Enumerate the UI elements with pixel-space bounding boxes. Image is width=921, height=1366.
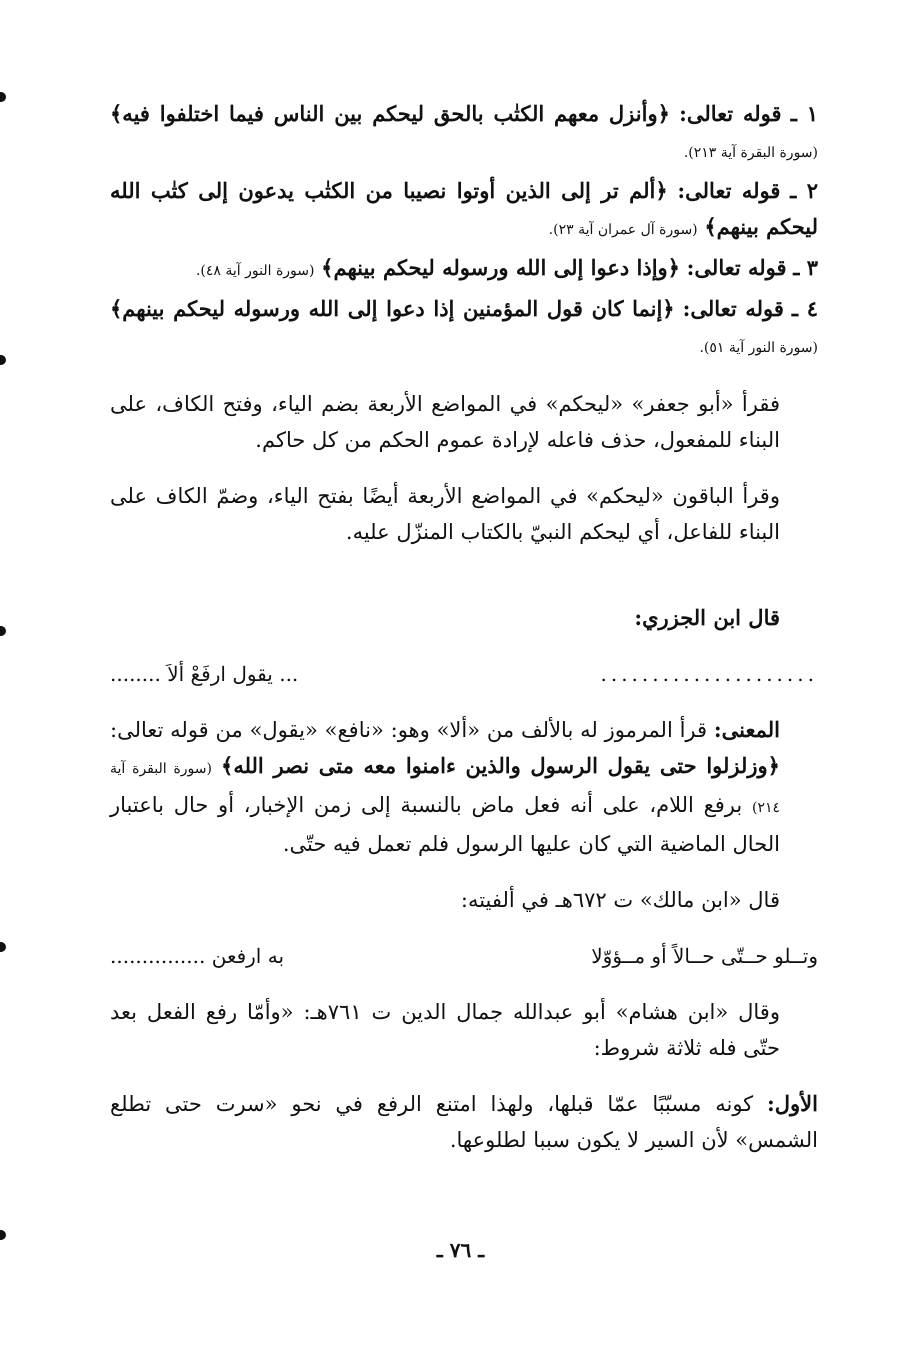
item-intro: قوله تعالى: — [682, 296, 784, 321]
meaning-paragraph — [110, 712, 818, 862]
item-number: ٣ ـ — [793, 255, 818, 280]
verse-hemistich-left: ... يقول ارفَعْ ألاَ ........ — [110, 662, 299, 686]
quran-reference: (سورة النور آية ٤٨). — [195, 263, 315, 279]
condition-label: الأول: — [767, 1091, 818, 1116]
quran-quote: ﴿وإذا دعوا إلى الله ورسوله ليحكم بينهم﴾ — [321, 255, 680, 280]
quran-reference: (سورة النور آية ٥١). — [699, 340, 818, 356]
verse-hemistich-left: به ارفعن ............... — [110, 944, 285, 968]
verse-item — [110, 173, 818, 248]
meaning-text: قرأ المرموز له بالألف من «ألا» وهو: «نافع» «يقول» من قوله تعالى: — [110, 718, 708, 742]
edge-mark — [0, 355, 6, 365]
edge-mark — [0, 92, 6, 102]
paragraph-abu-jafar: فقرأ «أبو جعفر» «ليحكم» في المواضع الأربعة بضم الياء، وفتح الكاف، على البناء للمفعول، حذف فاعله لإرادة عموم الحكم من كل حاكم. — [110, 392, 780, 452]
item-intro: قوله تعالى: — [679, 101, 782, 126]
verse-item — [110, 291, 818, 366]
ibn-hisham-paragraph: وقال «ابن هشام» أبو عبدالله جمال الدين ت ٧٦١هـ: «وأمّا رفع الفعل بعد حتّى فله ثلاثة شروط: — [110, 1000, 780, 1060]
poem-verse — [110, 938, 818, 974]
quran-reference: (سورة آل عمران آية ٢٣). — [548, 222, 698, 238]
first-condition-paragraph — [110, 1086, 818, 1158]
page-number: ـ ٧٦ ـ — [436, 1238, 485, 1262]
quran-reference: (سورة البقرة آية ٢١٤) — [110, 761, 780, 816]
item-intro: قوله تعالى: — [686, 255, 787, 280]
meaning-label: المعنى: — [713, 717, 780, 742]
quran-quote: ﴿إنما كان قول المؤمنين إذا دعوا إلى الله ورسوله ليحكم بينهم﴾ — [110, 296, 675, 321]
ibn-malik-intro: قال «ابن مالك» ت ٦٧٢هـ في ألفيته: — [460, 888, 780, 912]
verse-item — [110, 96, 818, 171]
quran-quote: ﴿وزلزلوا حتى يقول الرسول والذين ءامنوا معه متى نصر الله﴾ — [221, 753, 780, 778]
verse-item — [110, 250, 818, 289]
item-intro: قوله تعالى: — [677, 178, 781, 203]
item-number: ٢ ـ — [790, 178, 818, 203]
edge-mark — [0, 942, 6, 952]
meaning-text-continued: برفع اللام، على أنه فعل ماض بالنسبة إلى زمن الإخبار، أو حال باعتبار الحال الماضية التي كان عليها الرسول فلم تعمل فيه حتّى. — [110, 793, 780, 856]
page-content — [110, 96, 818, 1158]
section-heading: قال ابن الجزري: — [634, 605, 780, 630]
poem-verse — [110, 656, 818, 692]
quran-quote: ﴿وأنزل معهم الكتٰب بالحق ليحكم بين الناس فيما اختلفوا فيه﴾ — [110, 101, 670, 126]
condition-text: كونه مسبّبًا عمّا قبلها، ولهذا امتنع الرفع في نحو «سرت حتى تطلع الشمس» لأن السير لا يكون سببا لطلوعها. — [110, 1092, 818, 1152]
item-number: ١ ـ — [790, 101, 818, 126]
paragraph-others: وقرأ الباقون «ليحكم» في المواضع الأربعة أيضًا بفتح الياء، وضمّ الكاف على البناء للفاعل، أي ليحكم النبيّ بالكتاب المنزّل عليه. — [110, 484, 780, 544]
verse-hemistich-right: وتــلو حــتّى حــالاً أو مــؤوّلا — [591, 944, 818, 968]
item-number: ٤ ـ — [791, 296, 818, 321]
quran-quote: ﴿ألم تر إلى الذين أوتوا نصيبا من الكتٰب يدعون إلى كتٰب الله ليحكم بينهم﴾ — [110, 178, 818, 239]
verse-hemistich-right: ..................... — [600, 662, 818, 686]
quran-reference: (سورة البقرة آية ٢١٣). — [683, 145, 818, 161]
edge-mark — [0, 626, 6, 636]
